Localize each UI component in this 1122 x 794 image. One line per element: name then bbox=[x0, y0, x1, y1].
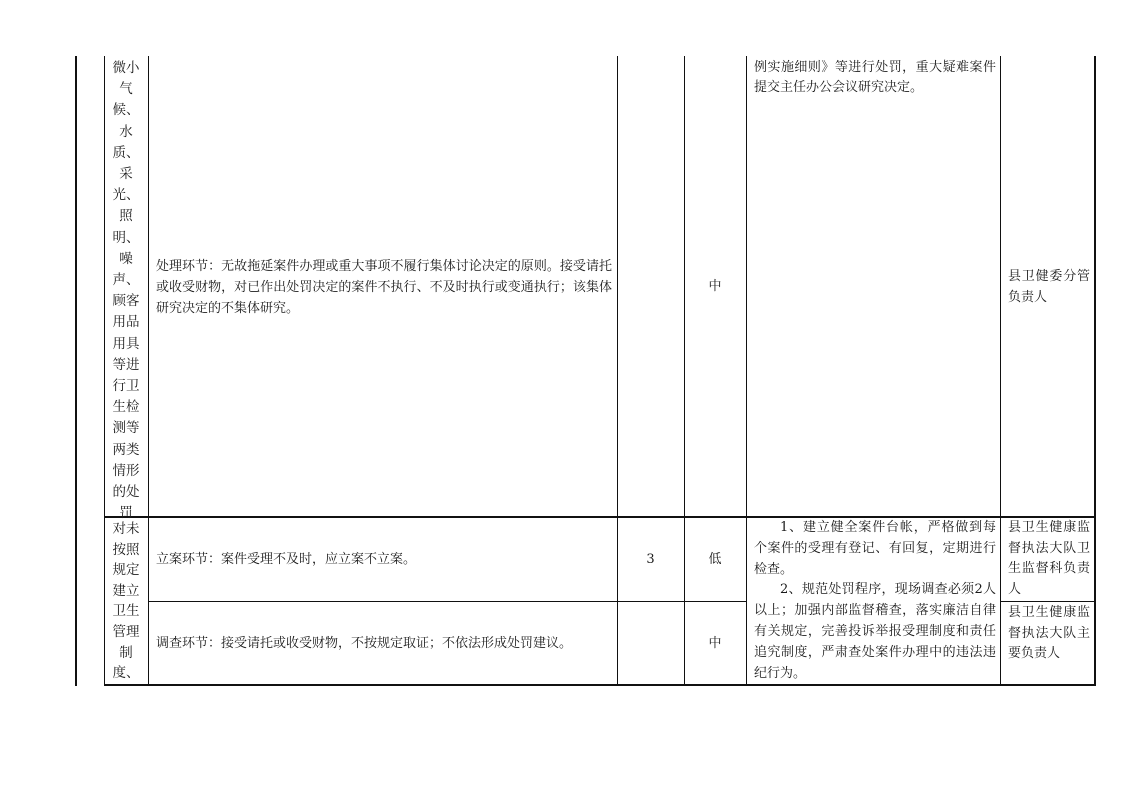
number-cell bbox=[619, 549, 682, 570]
table-border-right bbox=[1094, 56, 1096, 686]
responsible-cell bbox=[1008, 603, 1090, 665]
risk-level-cell bbox=[686, 633, 744, 654]
measures-paragraph: 2、规范处罚程序，现场调查必须2人以上；加强内部监督稽查，落实廉洁自律有关规定，完善投诉举报受理制度和责任追究制度，严肃查处案件办理中的违法违纪行为。 bbox=[754, 582, 996, 681]
table-col-line bbox=[617, 56, 618, 686]
risk-point-cell bbox=[156, 633, 612, 654]
risk-point-text: 调查环节：接受请托或收受财物，不按规定取证；不依法形成处罚建议。 bbox=[156, 636, 573, 651]
table-subrow-divider bbox=[1000, 601, 1096, 602]
table-col-line bbox=[104, 56, 105, 686]
responsible-text: 县卫生健康监督执法大队卫生监督科负责人 bbox=[1008, 520, 1090, 597]
risk-level-text: 低 bbox=[708, 552, 722, 567]
table-col-line bbox=[148, 56, 149, 686]
risk-level-cell bbox=[686, 276, 744, 297]
risk-level-cell bbox=[686, 549, 744, 570]
item-name-text: 对未按照规定建立卫生管理制度、 bbox=[112, 521, 140, 682]
item-name-cell bbox=[106, 519, 146, 682]
measures-text: 例实施细则》等进行处罚，重大疑难案件提交主任办公会议研究决定。 bbox=[754, 60, 996, 95]
table-col-line bbox=[746, 56, 747, 686]
responsible-text: 县卫生健康监督执法大队主要负责人 bbox=[1008, 605, 1090, 661]
number-text: 3 bbox=[646, 552, 655, 567]
item-name-cell bbox=[106, 58, 146, 522]
table-col-line bbox=[1000, 56, 1001, 686]
table-subrow-divider bbox=[148, 601, 746, 602]
responsible-cell bbox=[1008, 266, 1090, 308]
measures-paragraph: 1、建立健全案件台帐，严格做到每个案件的受理有登记、有回复，定期进行检查。 bbox=[754, 520, 996, 577]
item-name-text: 微小气候、水质、采光、照明、噪声、顾客用品用具等进行卫生检测等两类情形的处罚 bbox=[112, 60, 140, 522]
risk-level-text: 中 bbox=[708, 279, 722, 294]
table-col-line bbox=[684, 56, 685, 686]
table-border-left bbox=[75, 56, 77, 686]
measures-cell bbox=[754, 58, 996, 98]
responsible-text: 县卫健委分管负责人 bbox=[1008, 269, 1090, 305]
risk-point-text: 立案环节：案件受理不及时，应立案不立案。 bbox=[156, 552, 417, 567]
responsible-cell bbox=[1008, 518, 1090, 600]
risk-point-cell bbox=[156, 256, 612, 319]
risk-point-text: 处理环节：无故拖延案件办理或重大事项不履行集体讨论决定的原则。接受请托或收受财物，对已作出处罚决定的案件不执行、不及时执行或变通执行；该集体研究决定的不集体研究。 bbox=[156, 259, 612, 316]
risk-point-cell bbox=[156, 549, 612, 570]
measures-cell bbox=[754, 518, 996, 684]
risk-level-text: 中 bbox=[708, 636, 722, 651]
